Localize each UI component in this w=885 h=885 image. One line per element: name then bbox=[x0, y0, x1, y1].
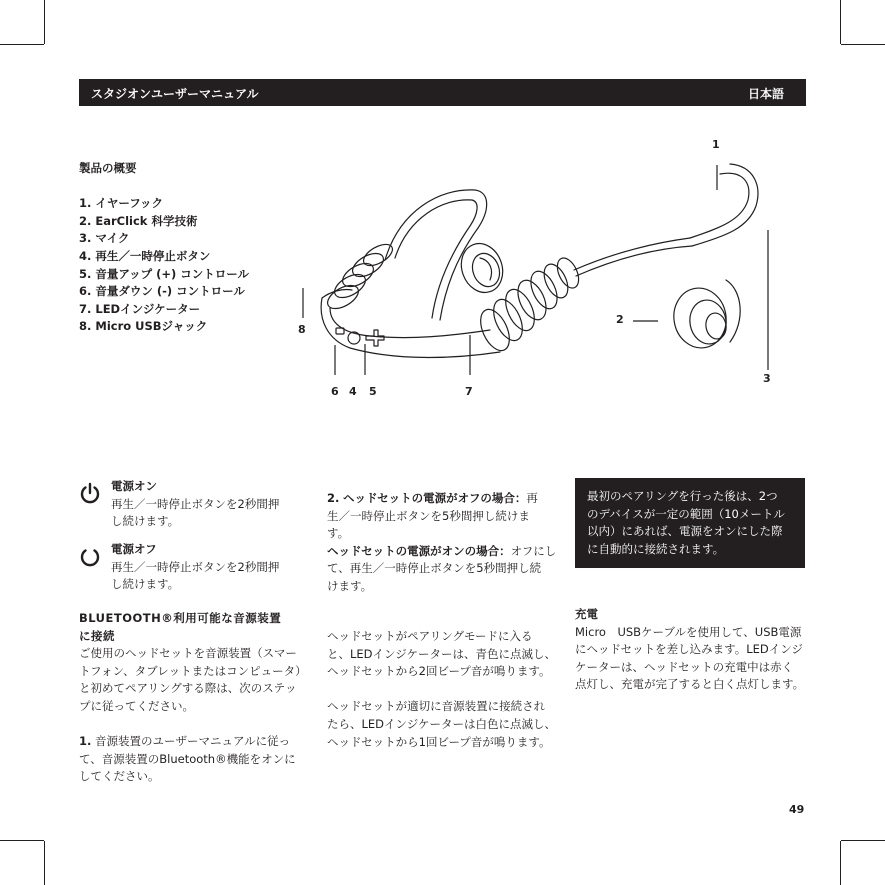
crop-mark bbox=[44, 0, 45, 44]
note-text: 以内）にあれば、電源をオンにした際 bbox=[587, 524, 783, 539]
power-on-text: 再生／一時停止ボタンを2秒間押 bbox=[111, 496, 280, 511]
bluetooth-section bbox=[79, 610, 314, 786]
bluetooth-paragraph: トフォン、タブレットまたはコンピュータ） bbox=[79, 663, 307, 678]
crop-mark bbox=[841, 44, 885, 45]
note-text: のデバイスが一定の範囲（10メートル bbox=[587, 506, 785, 521]
manual-title: スタジオンユーザーマニュアル bbox=[91, 87, 259, 101]
bluetooth-heading: BLUETOOTH®利用可能な音源装置 bbox=[79, 611, 282, 625]
crop-mark bbox=[840, 841, 841, 885]
rear-coil bbox=[324, 240, 396, 313]
step-2-text: 生／一時停止ボタンを5秒間押し続けま bbox=[327, 508, 530, 523]
note-text: 最初のペアリングを行った後は、2つ bbox=[587, 489, 778, 503]
pairing-section bbox=[327, 628, 562, 751]
step-2-on-text: けます。 bbox=[327, 578, 373, 593]
power-on-icon bbox=[79, 482, 101, 504]
rear-earbud bbox=[455, 238, 510, 299]
parts-list-item: 4. 再生／一時停止ボタン bbox=[79, 248, 211, 263]
headset-diagram bbox=[290, 130, 790, 400]
callout-3: 3 bbox=[763, 372, 771, 385]
crop-mark bbox=[44, 841, 45, 885]
connected-text: ヘッドセットが適切に音源装置に接続され bbox=[327, 699, 546, 714]
page-number: 49 bbox=[789, 803, 805, 816]
ear-cable bbox=[574, 238, 690, 270]
parts-list bbox=[79, 195, 249, 336]
charging-title: 充電 bbox=[575, 607, 598, 621]
step-1-text: て、音源装置のBluetooth®機能をオンに bbox=[79, 751, 296, 766]
charging-section bbox=[575, 606, 810, 694]
parts-list-item: 1. イヤーフック bbox=[79, 196, 163, 211]
power-off-text: 再生／一時停止ボタンを2秒間押 bbox=[111, 559, 280, 574]
headset-illustration bbox=[290, 130, 790, 400]
callout-2: 2 bbox=[616, 313, 624, 326]
parts-list-item: 3. マイク bbox=[79, 231, 130, 246]
volume-up-control bbox=[366, 330, 384, 346]
power-off-text: し続けます。 bbox=[111, 577, 180, 592]
bluetooth-paragraph: と初めてペアリングする際は、次のステッ bbox=[79, 681, 297, 696]
charging-text: 点灯し、充電が完了すると白く点灯します。 bbox=[575, 677, 805, 692]
callout-1: 1 bbox=[712, 138, 720, 151]
pairing-text: と、LEDインジケーターは、青色に点滅し、 bbox=[327, 646, 557, 661]
connected-text: たら、LEDインジケーターは白色に点滅し、 bbox=[327, 716, 557, 731]
note-text: に自動的に接続されます。 bbox=[587, 541, 725, 556]
parts-list-item: 6. 音量ダウン (-) コントロール bbox=[79, 284, 245, 299]
charging-text: Micro USBケーブルを使用して、USB電源 bbox=[575, 624, 802, 639]
step-1-number: 1. bbox=[79, 734, 92, 749]
power-off-section bbox=[79, 541, 309, 595]
step-2-on-text: オフにし bbox=[510, 543, 557, 558]
power-on-title: 電源オン bbox=[111, 479, 157, 493]
pairing-text: ヘッドセットがペアリングモードに入る bbox=[327, 629, 533, 643]
step-2-on-text: て、再生／一時停止ボタンを5秒間押し続 bbox=[327, 561, 542, 576]
pairing-text: ヘッドセットから2回ビープ音が鳴ります。 bbox=[327, 664, 551, 679]
parts-list-item: 2. EarClick 科学技術 bbox=[79, 213, 198, 228]
header-bar bbox=[79, 79, 806, 106]
step-2-text: す。 bbox=[327, 526, 350, 541]
callout-4: 4 bbox=[349, 385, 357, 398]
step-2-text: 再 bbox=[526, 491, 538, 505]
callout-6: 6 bbox=[331, 385, 339, 398]
callout-8: 8 bbox=[298, 323, 306, 336]
charging-text: にヘッドセットを差し込みます。LEDインジ bbox=[575, 642, 803, 657]
charging-text: ケーターは、ヘッドセットの充電中は赤く bbox=[575, 659, 794, 674]
callout-5: 5 bbox=[369, 385, 377, 398]
bluetooth-heading: に接続 bbox=[79, 628, 115, 643]
power-on-text: し続けます。 bbox=[111, 514, 180, 529]
bluetooth-paragraph: ご使用のヘッドセットを音源装置（スマー bbox=[79, 646, 297, 661]
auto-connect-note bbox=[575, 478, 805, 568]
step-1 bbox=[79, 733, 314, 751]
product-overview bbox=[79, 160, 249, 336]
bluetooth-paragraph: プに従ってください。 bbox=[79, 698, 194, 713]
parts-list-item: 8. Micro USBジャック bbox=[79, 319, 208, 334]
neckband-body bbox=[321, 298, 500, 358]
step-2-number: 2. bbox=[327, 491, 340, 505]
crop-mark bbox=[0, 840, 44, 841]
step-2-on-heading: ヘッドセットの電源がオンの場合： bbox=[327, 543, 511, 558]
step-1-text: 音源装置のユーザーマニュアルに従っ bbox=[95, 734, 291, 749]
power-on-section bbox=[79, 478, 309, 532]
callout-7: 7 bbox=[465, 385, 473, 398]
parts-list-item: 5. 音量アップ (+) コントロール bbox=[79, 266, 249, 281]
step-2-heading: ヘッドセットの電源がオフの場合： bbox=[343, 491, 527, 505]
power-off-icon bbox=[79, 545, 101, 567]
step-2-section bbox=[327, 490, 562, 596]
front-earbud bbox=[669, 280, 740, 352]
front-ear-hook bbox=[690, 173, 749, 238]
step-1-text: してください。 bbox=[79, 769, 160, 784]
connected-text: ヘッドセットから1回ビープ音が鳴ります。 bbox=[327, 734, 551, 749]
crop-mark bbox=[0, 44, 44, 45]
overview-title: 製品の概要 bbox=[79, 161, 137, 175]
power-off-title: 電源オフ bbox=[111, 542, 157, 556]
language-label: 日本語 bbox=[747, 87, 784, 101]
crop-mark bbox=[841, 840, 885, 841]
crop-mark bbox=[840, 0, 841, 44]
parts-list-item: 7. LEDインジケーター bbox=[79, 301, 201, 316]
